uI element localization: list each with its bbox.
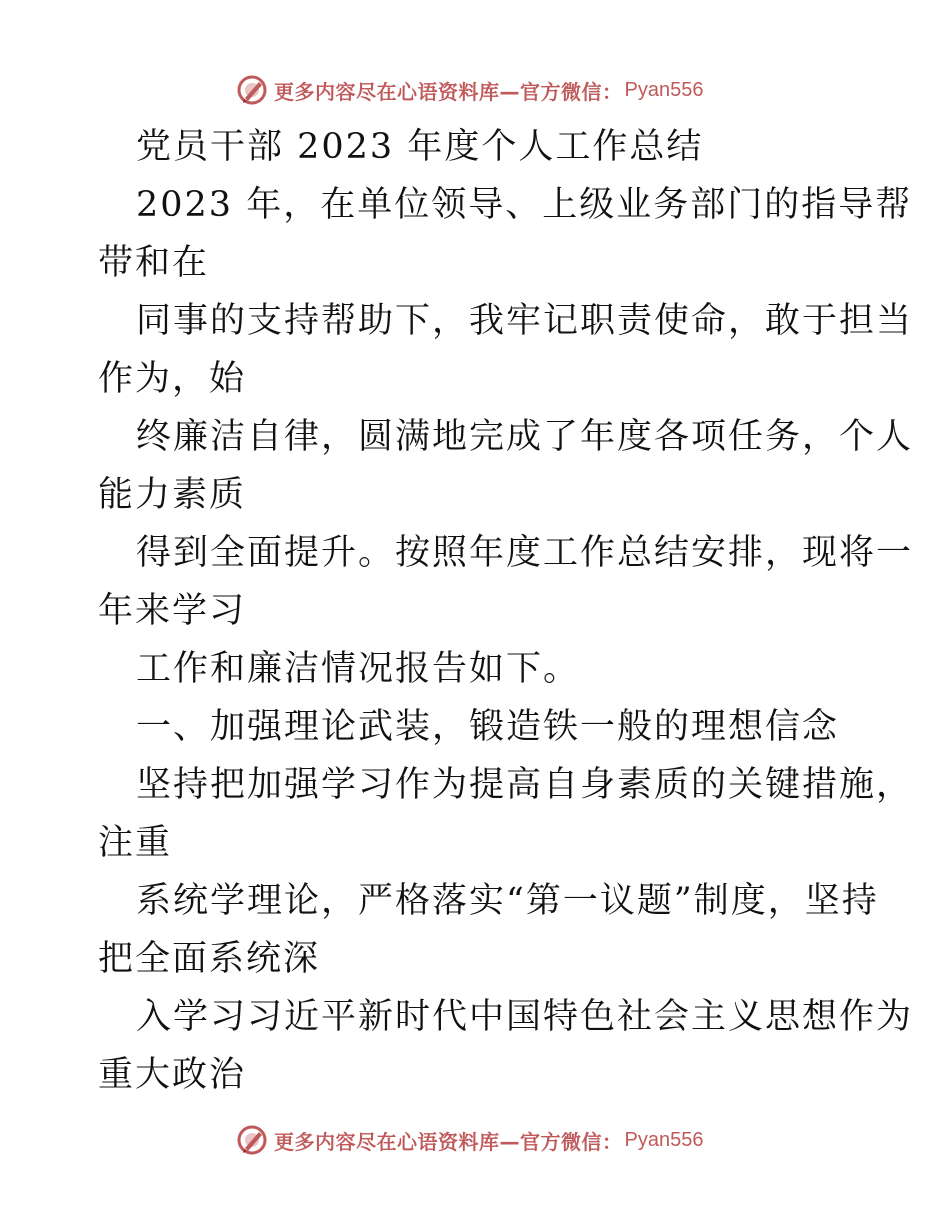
- watermark-wechat-id: Pyan556: [624, 1128, 704, 1151]
- watermark-text: 更多内容尽在心语资料库—官方微信：: [274, 1129, 623, 1154]
- text-line: 重大政治: [98, 1055, 247, 1095]
- section-heading: 一、加强理论武装，锻造铁一般的理想信念: [136, 707, 840, 747]
- text-line: 作为，始: [98, 359, 247, 399]
- text-line: 坚持把加强学习作为提高自身素质的关键措施，: [136, 765, 914, 805]
- text-line: 得到全面提升。按照年度工作总结安排，现将一: [136, 533, 914, 573]
- watermark-text: 更多内容尽在心语资料库—官方微信：: [274, 79, 623, 104]
- text-line: 2023 年，在单位领导、上级业务部门的指导帮: [136, 185, 913, 225]
- text-line: 年来学习: [98, 591, 247, 631]
- red-circle-pen-logo-icon: [236, 74, 268, 106]
- watermark-footer: [236, 1122, 703, 1158]
- document-title: 党员干部 2023 年度个人工作总结: [136, 127, 704, 167]
- text-line: 注重: [98, 823, 173, 863]
- text-line: 系统学理论，严格落实“第一议题”制度，坚持: [136, 881, 879, 921]
- text-line: 终廉洁自律，圆满地完成了年度各项任务，个人: [136, 417, 914, 457]
- text-line: 入学习习近平新时代中国特色社会主义思想作为: [136, 997, 914, 1037]
- text-line: 工作和廉洁情况报告如下。: [136, 649, 581, 689]
- watermark-header: [236, 72, 703, 108]
- text-line: 同事的支持帮助下，我牢记职责使命，敢于担当: [136, 301, 914, 341]
- watermark-wechat-id: Pyan556: [624, 78, 704, 101]
- document-body: [98, 118, 914, 1104]
- red-circle-pen-logo-icon: [236, 1124, 268, 1156]
- text-line: 把全面系统深: [98, 939, 321, 979]
- text-line: 带和在: [98, 243, 210, 283]
- text-line: 能力素质: [98, 475, 247, 515]
